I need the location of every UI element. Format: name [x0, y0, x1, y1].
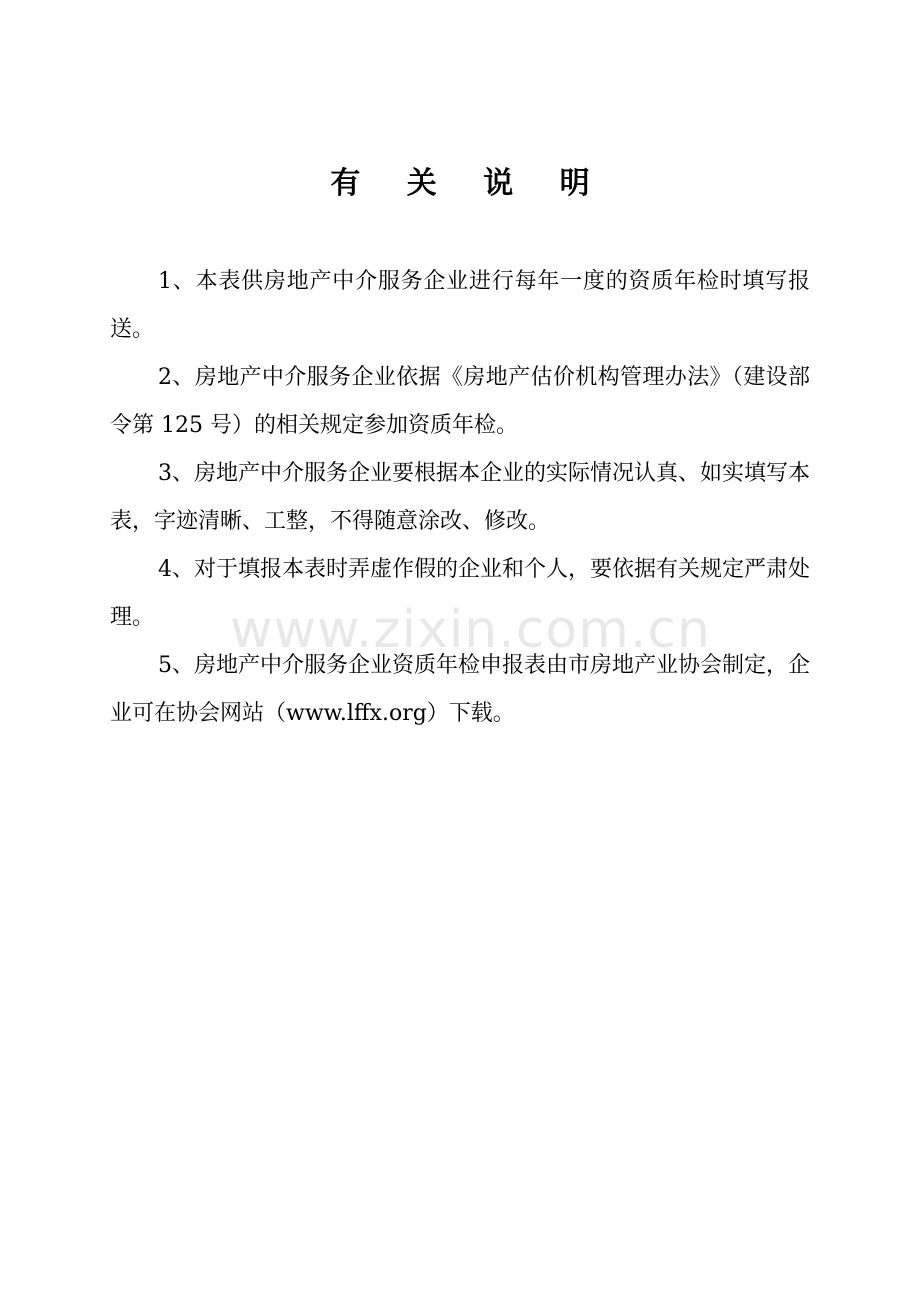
- page-title: 有 关 说 明: [330, 166, 608, 201]
- instruction-paragraph-2: 2、房地产中介服务企业依据《房地产估价机构管理办法》（建设部令第 125 号）的相关规定参加资质年检。: [110, 365, 810, 438]
- instruction-paragraph-1: 1、本表供房地产中介服务企业进行每年一度的资质年检时填写报送。: [110, 269, 810, 342]
- instruction-paragraph-4: 4、对于填报本表时弄虚作假的企业和个人，要依据有关规定严肃处理。: [110, 557, 810, 630]
- instruction-paragraph-5: 5、房地产中介服务企业资质年检申报表由市房地产业协会制定，企业可在协会网站（www.lffx.org）下载。: [110, 653, 810, 726]
- instructions-body: [110, 258, 810, 738]
- watermark: www.zixin.com.cn: [230, 600, 711, 660]
- instruction-paragraph-3: 3、房地产中介服务企业要根据本企业的实际情况认真、如实填写本表，字迹清晰、工整，不得随意涂改、修改。: [110, 461, 810, 534]
